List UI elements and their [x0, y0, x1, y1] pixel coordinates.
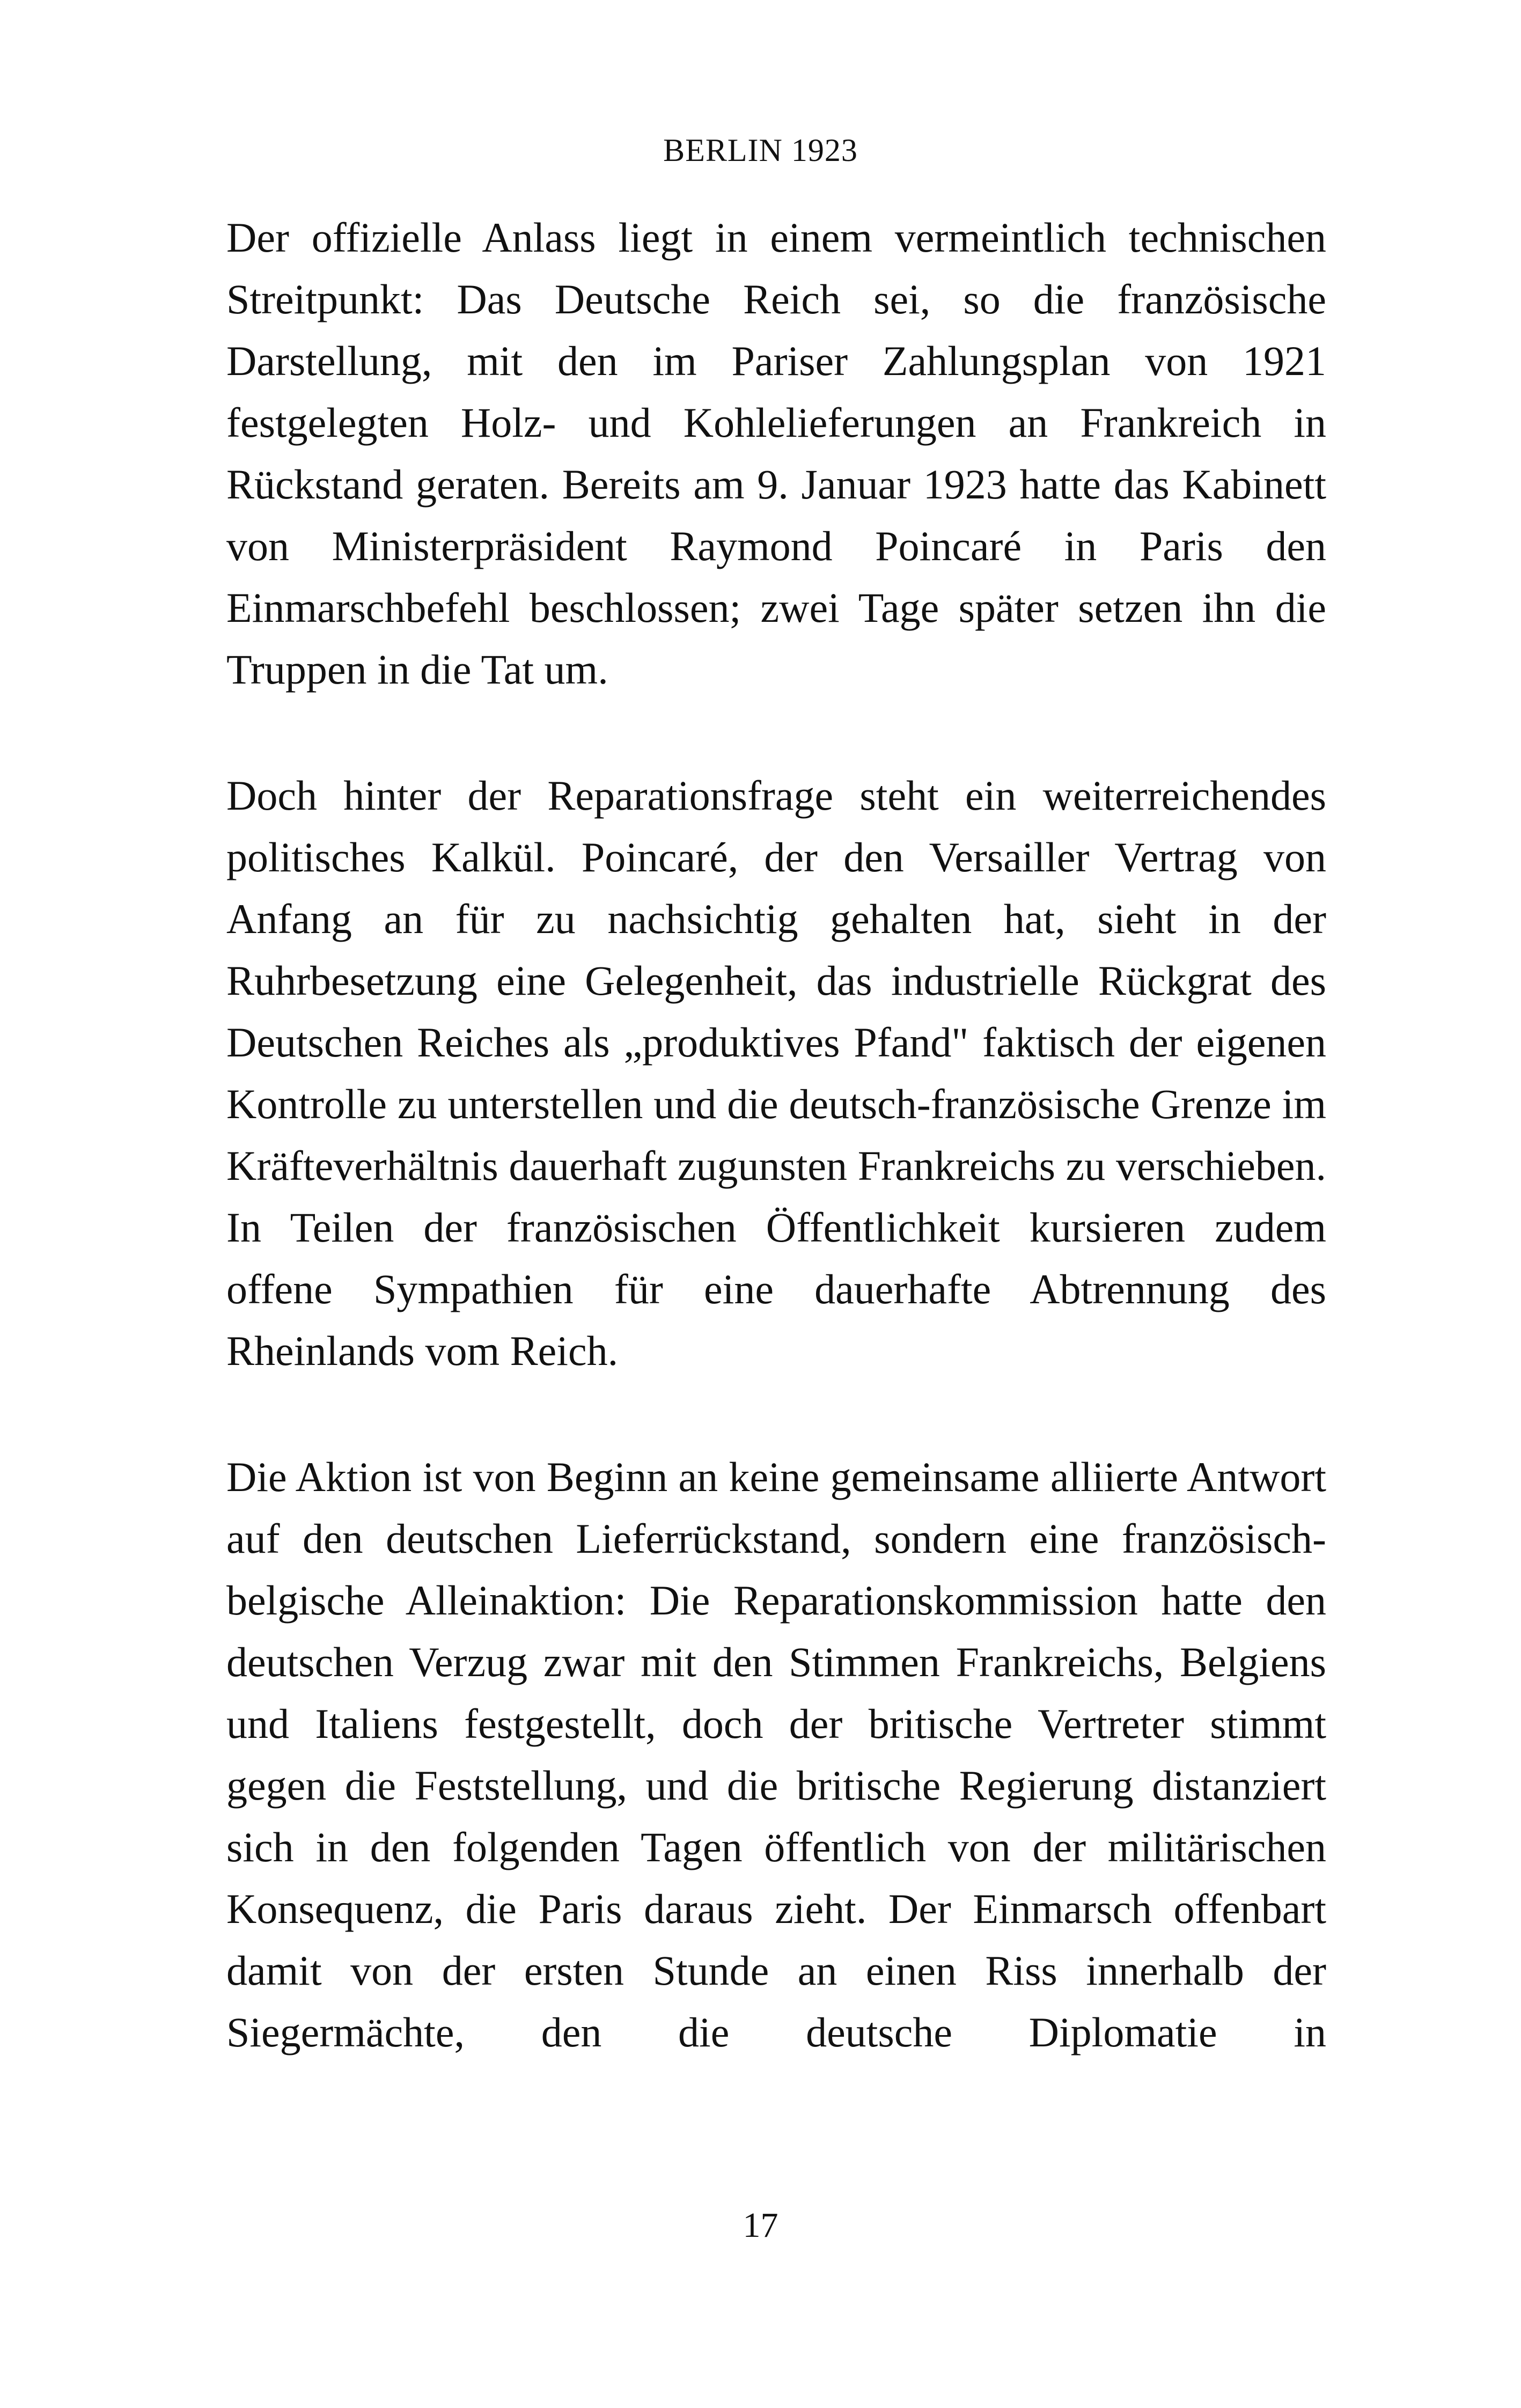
page-number: 17 [743, 2206, 778, 2245]
body-text [226, 207, 1326, 2063]
paragraph-1: Der offizielle Anlass liegt in einem vermeintlich technischen Streitpunkt: Das Deutsche Reich sei, so die französische Darstellung, mit den im Pariser Zahlungsplan von 1921 festgelegten Holz- und Kohlelieferungen an Frankreich in Rückstand geraten. Bereits am 9. Januar 1923 hatte das Kabinett von Ministerpräsident Raymond Poincaré in Paris den Einmarschbefehl beschlossen; zwei Tage später setzen ihn die Truppen in die Tat um. [226, 214, 1326, 693]
running-head: BERLIN 1923 [663, 133, 858, 168]
paragraph-3: Die Aktion ist von Beginn an keine gemeinsame alliierte Antwort auf den deutschen Lieferrückstand, sondern eine französisch-belgische Alleinaktion: Die Reparationskommission hatte den deutschen Verzug zwar mit den Stimmen Frankreichs, Belgiens und Italiens festgestellt, doch der britische Vertreter stimmt gegen die Feststellung, und die britische Regierung distanziert sich in den folgenden Tagen öffentlich von der militärischen Konsequenz, die Paris daraus zieht. Der Einmarsch offenbart damit von der ersten Stunde an einen Riss innerhalb der Siegermächte, den die deutsche Diplomatie in [226, 1453, 1326, 2055]
paragraph-2: Doch hinter der Reparationsfrage steht ein weiterreichendes politisches Kalkül. Poincaré, der den Versailler Vertrag von Anfang an für zu nachsichtig gehalten hat, sieht in der Ruhrbesetzung eine Gelegenheit, das industrielle Rückgrat des Deutschen Reiches als „produktives Pfand" faktisch der eigenen Kontrolle zu unterstellen und die deutsch-französische Grenze im Kräfteverhältnis dauerhaft zugunsten Frankreichs zu verschieben. In Teilen der französischen Öffentlichkeit kursieren zudem offene Sympathien für eine dauerhafte Abtrennung des Rheinlands vom Reich. [226, 772, 1326, 1374]
